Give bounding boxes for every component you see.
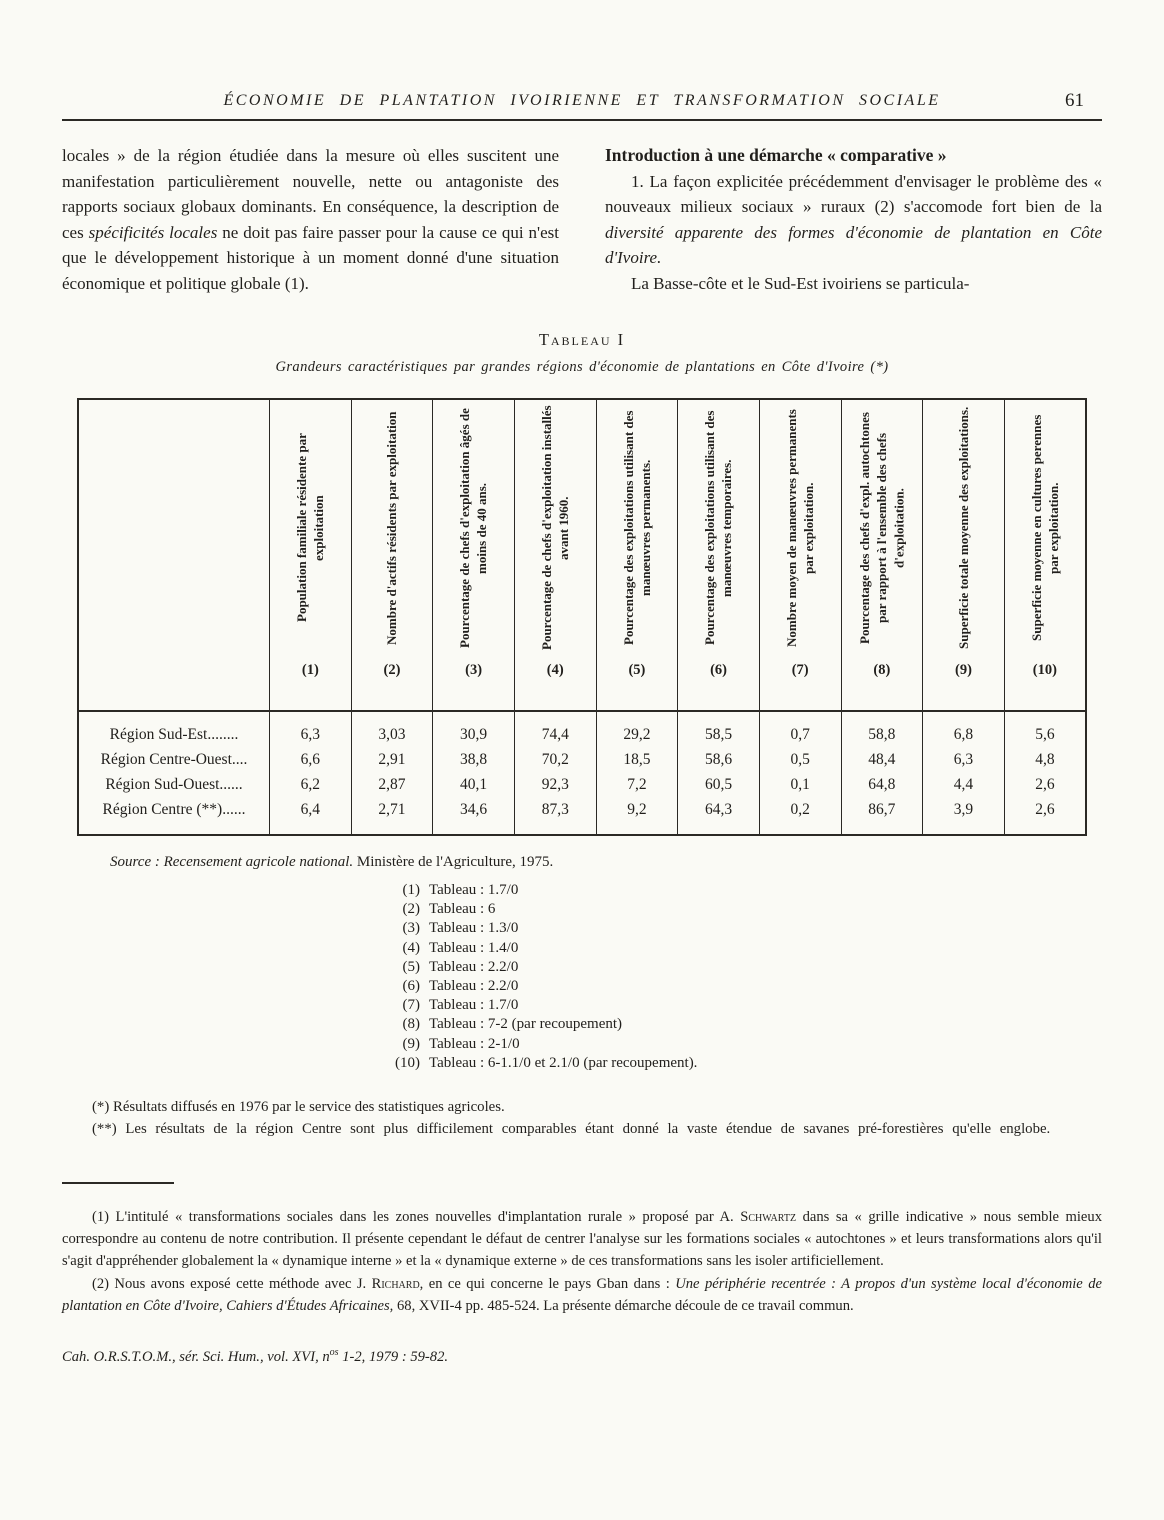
left-paragraph-text-2: ne doit pas faire passer pour la cause ce qui n'est que le développement historique à un moment donné d'une situation économique et politique globale (1). <box>62 222 559 293</box>
footnote-2-smallcaps: Richard <box>371 1276 420 1293</box>
column-header-8-num: (8) <box>873 662 891 678</box>
value-cell: 2,6 <box>1004 797 1086 835</box>
column-header-9-num: (9) <box>955 662 972 678</box>
value-cell: 6,6 <box>270 747 352 772</box>
key-item <box>374 939 1102 958</box>
key-text: Tableau : 2-1/0 <box>429 1035 520 1052</box>
table-row <box>78 711 1086 747</box>
body-columns <box>62 143 1102 296</box>
column-header-6 <box>678 399 760 711</box>
left-column <box>62 143 559 296</box>
key-item <box>374 1054 1102 1073</box>
column-header-1-label: Population familiale résidente par exploitation <box>294 433 327 623</box>
column-header-6-num: (6) <box>710 662 727 678</box>
column-header-1 <box>270 399 352 711</box>
value-cell: 6,3 <box>270 711 352 747</box>
key-item <box>374 1015 1102 1034</box>
journal-citation <box>62 1347 1102 1366</box>
table-caption: Grandeurs caractéristiques par grandes régions d'économie de plantations en Côte d'Ivoire (*) <box>275 359 889 375</box>
region-cell: Région Sud-Est........ <box>109 726 239 743</box>
footnote-1-text: (1) L'intitulé « transformations sociales dans les zones nouvelles d'implantation rurale » proposé par A. <box>92 1209 741 1226</box>
column-header-1-num: (1) <box>301 662 319 678</box>
column-header-2 <box>351 399 433 711</box>
running-head-title: ÉCONOMIE DE PLANTATION IVOIRIENNE ET TRANSFORMATION SOCIALE <box>223 92 941 109</box>
column-header-9-label: Superficie totale moyenne des exploitations. <box>955 406 971 650</box>
key-num: (10) <box>395 1054 420 1071</box>
journal-citation-sup: os <box>329 1347 339 1359</box>
value-cell: 9,2 <box>596 797 678 835</box>
column-header-5-label: Pourcentage des exploitations utilisant des manœuvres permanents. <box>620 410 653 646</box>
column-header-3-num: (3) <box>465 662 483 678</box>
footnote-1-smallcaps: Schwartz <box>740 1209 797 1226</box>
value-cell: 18,5 <box>596 747 678 772</box>
key-text: Tableau : 2.2/0 <box>429 958 519 975</box>
column-header-3 <box>433 399 515 711</box>
footnotes <box>62 1206 1102 1317</box>
running-head <box>62 92 1102 110</box>
key-num: (4) <box>402 939 420 956</box>
key-text: Tableau : 2.2/0 <box>429 978 519 995</box>
region-cell: Région Centre-Ouest.... <box>100 751 248 768</box>
value-cell: 64,8 <box>841 772 923 797</box>
key-text: Tableau : 1.7/0 <box>429 882 519 898</box>
value-cell: 6,4 <box>270 797 352 835</box>
value-cell: 30,9 <box>433 711 515 747</box>
value-cell: 74,4 <box>514 711 596 747</box>
value-cell: 34,6 <box>433 797 515 835</box>
value-cell: 58,5 <box>678 711 760 747</box>
value-cell: 2,91 <box>351 747 433 772</box>
column-header-2-num: (2) <box>383 662 401 678</box>
key-item <box>374 958 1102 977</box>
right-paragraph-2: La Basse-côte et le Sud-Est ivoiriens se particula- <box>631 273 970 293</box>
value-cell: 58,6 <box>678 747 760 772</box>
journal-citation-text: Cah. O.R.S.T.O.M., sér. Sci. Hum., vol. XVI, n <box>62 1348 330 1365</box>
column-header-10-label: Superficie moyenne en cultures perennes par exploitation. <box>1028 414 1061 642</box>
value-cell: 92,3 <box>514 772 596 797</box>
value-cell: 6,3 <box>923 747 1005 772</box>
key-num: (1) <box>402 882 420 898</box>
table-header-row <box>78 399 1086 711</box>
journal-citation-text-2: 1-2, 1979 : 59-82. <box>338 1348 449 1365</box>
double-star-note: (**) Les résultats de la région Centre sont plus difficilement comparables étant donné la vaste étendue de savanes pré-forestières qu'elle englobe. <box>92 1121 1051 1138</box>
footnote-rule <box>62 1182 174 1184</box>
right-paragraph-italic: diversité apparente des formes d'économie de plantation en Côte d'Ivoire. <box>605 222 1102 267</box>
value-cell: 60,5 <box>678 772 760 797</box>
footnote-2-text: (2) Nous avons exposé cette méthode avec J. <box>92 1276 372 1293</box>
section-heading: Introduction à une démarche « comparative » <box>605 145 947 165</box>
table-row <box>78 797 1086 835</box>
column-header-10-num: (10) <box>1032 662 1057 678</box>
table-notes <box>62 1097 1102 1140</box>
column-header-2-label: Nombre d'actifs résidents par exploitation <box>384 411 400 645</box>
value-cell: 5,6 <box>1004 711 1086 747</box>
key-num: (7) <box>402 997 420 1014</box>
region-cell: Région Sud-Ouest...... <box>105 776 243 793</box>
value-cell: 0,2 <box>759 797 841 835</box>
column-key-list <box>374 881 1102 1073</box>
footnote-2-text-2: , en ce qui concerne le pays Gban dans : <box>419 1276 676 1293</box>
source-line <box>110 854 1102 871</box>
value-cell: 2,71 <box>351 797 433 835</box>
value-cell: 4,4 <box>923 772 1005 797</box>
column-header-5 <box>596 399 678 711</box>
column-header-4-num: (4) <box>546 662 564 678</box>
column-header-9 <box>923 399 1005 711</box>
column-header-4-label: Pourcentage de chefs d'exploitation installés avant 1960. <box>539 405 572 651</box>
column-header-8 <box>841 399 923 711</box>
key-item <box>374 996 1102 1015</box>
value-cell: 29,2 <box>596 711 678 747</box>
source-italic: Source : Recensement agricole national. <box>110 854 354 870</box>
region-cell: Région Centre (**)...... <box>102 801 246 818</box>
value-cell: 7,2 <box>596 772 678 797</box>
star-note: (*) Résultats diffusés en 1976 par le service des statistiques agricoles. <box>92 1099 505 1116</box>
footnote-1-text-2: dans sa « grille indicative » nous semble mieux correspondre au contenu de notre contribution. Il présente cependant le défaut de centrer l'analyse sur les formations sociales « autochtones » et leurs transformations alors qu'il s'agit d'appréhender globalement la « dynamique interne » et la « dynamique externe » de ces transformations sans les isoler artificiellement. <box>62 1209 1102 1270</box>
key-text: Tableau : 1.3/0 <box>429 920 519 937</box>
column-header-7 <box>759 399 841 711</box>
column-header-8-label: Pourcentage des chefs d'expl. autochtones par rapport à l'ensemble des chefs d'exploitation. <box>857 412 907 644</box>
table-label: Tableau I <box>538 330 626 349</box>
value-cell: 0,1 <box>759 772 841 797</box>
key-num: (8) <box>402 1016 420 1033</box>
column-header-5-num: (5) <box>628 662 646 678</box>
value-cell: 0,5 <box>759 747 841 772</box>
key-item <box>374 881 1102 900</box>
source-rest: Ministère de l'Agriculture, 1975. <box>353 854 554 870</box>
right-paragraph-text: 1. La façon explicitée précédemment d'envisager le problème des « nouveaux milieux sociaux » ruraux (2) s'accomode fort bien de la <box>605 171 1102 216</box>
value-cell: 40,1 <box>433 772 515 797</box>
key-item <box>374 919 1102 938</box>
column-header-10 <box>1004 399 1086 711</box>
corner-cell <box>78 399 270 711</box>
page-number: 61 <box>1065 90 1084 111</box>
column-header-4 <box>514 399 596 711</box>
right-paragraph-1 <box>605 169 1102 271</box>
column-header-3-label: Pourcentage de chefs d'exploitation âgés de moins de 40 ans. <box>457 408 490 648</box>
value-cell: 0,7 <box>759 711 841 747</box>
value-cell: 3,9 <box>923 797 1005 835</box>
column-header-6-label: Pourcentage des exploitations utilisant des manœuvres temporaires. <box>702 410 735 646</box>
key-num: (9) <box>402 1035 420 1052</box>
right-column <box>605 143 1102 296</box>
left-paragraph-text: locales » de la région étudiée dans la mesure où elles suscitent une manifestation particulièrement nouvelle, nette ou antagoniste des rapports sociaux globaux dominants. En conséquence, la description de ces <box>62 146 559 242</box>
key-item <box>374 900 1102 919</box>
data-table <box>77 398 1087 836</box>
key-num: (5) <box>402 958 420 975</box>
key-text: Tableau : 1.7/0 <box>429 997 519 1014</box>
left-paragraph-italic: spécificités locales <box>88 222 218 242</box>
value-cell: 38,8 <box>433 747 515 772</box>
left-paragraph <box>62 143 559 296</box>
value-cell: 58,8 <box>841 711 923 747</box>
value-cell: 6,8 <box>923 711 1005 747</box>
table-row <box>78 747 1086 772</box>
key-text: Tableau : 6 <box>429 901 496 918</box>
value-cell: 48,4 <box>841 747 923 772</box>
table-row <box>78 772 1086 797</box>
footnote-2-text-3: 68, XVII-4 pp. 485-524. La présente démarche découle de ce travail commun. <box>393 1298 854 1315</box>
key-num: (6) <box>402 978 420 995</box>
key-num: (3) <box>402 920 420 937</box>
value-cell: 2,6 <box>1004 772 1086 797</box>
key-item <box>374 977 1102 996</box>
header-rule <box>62 119 1102 121</box>
column-header-7-label: Nombre moyen de manœuvres permanents par exploitation. <box>784 409 817 647</box>
value-cell: 87,3 <box>514 797 596 835</box>
value-cell: 4,8 <box>1004 747 1086 772</box>
value-cell: 86,7 <box>841 797 923 835</box>
value-cell: 64,3 <box>678 797 760 835</box>
value-cell: 6,2 <box>270 772 352 797</box>
value-cell: 70,2 <box>514 747 596 772</box>
key-text: Tableau : 7-2 (par recoupement) <box>429 1016 623 1033</box>
key-num: (2) <box>402 901 420 918</box>
key-item <box>374 1035 1102 1054</box>
key-text: Tableau : 6-1.1/0 et 2.1/0 (par recoupement). <box>429 1054 698 1071</box>
key-text: Tableau : 1.4/0 <box>429 939 519 956</box>
column-header-7-num: (7) <box>791 662 809 678</box>
value-cell: 3,03 <box>351 711 433 747</box>
value-cell: 2,87 <box>351 772 433 797</box>
footnote-1 <box>62 1206 1102 1272</box>
footnote-2-italic: Une périphérie recentrée : A propos d'un système local d'économie de plantation en Côte d'Ivoire, Cahiers d'Études Africaines, <box>62 1276 1102 1315</box>
footnote-2 <box>62 1273 1102 1317</box>
